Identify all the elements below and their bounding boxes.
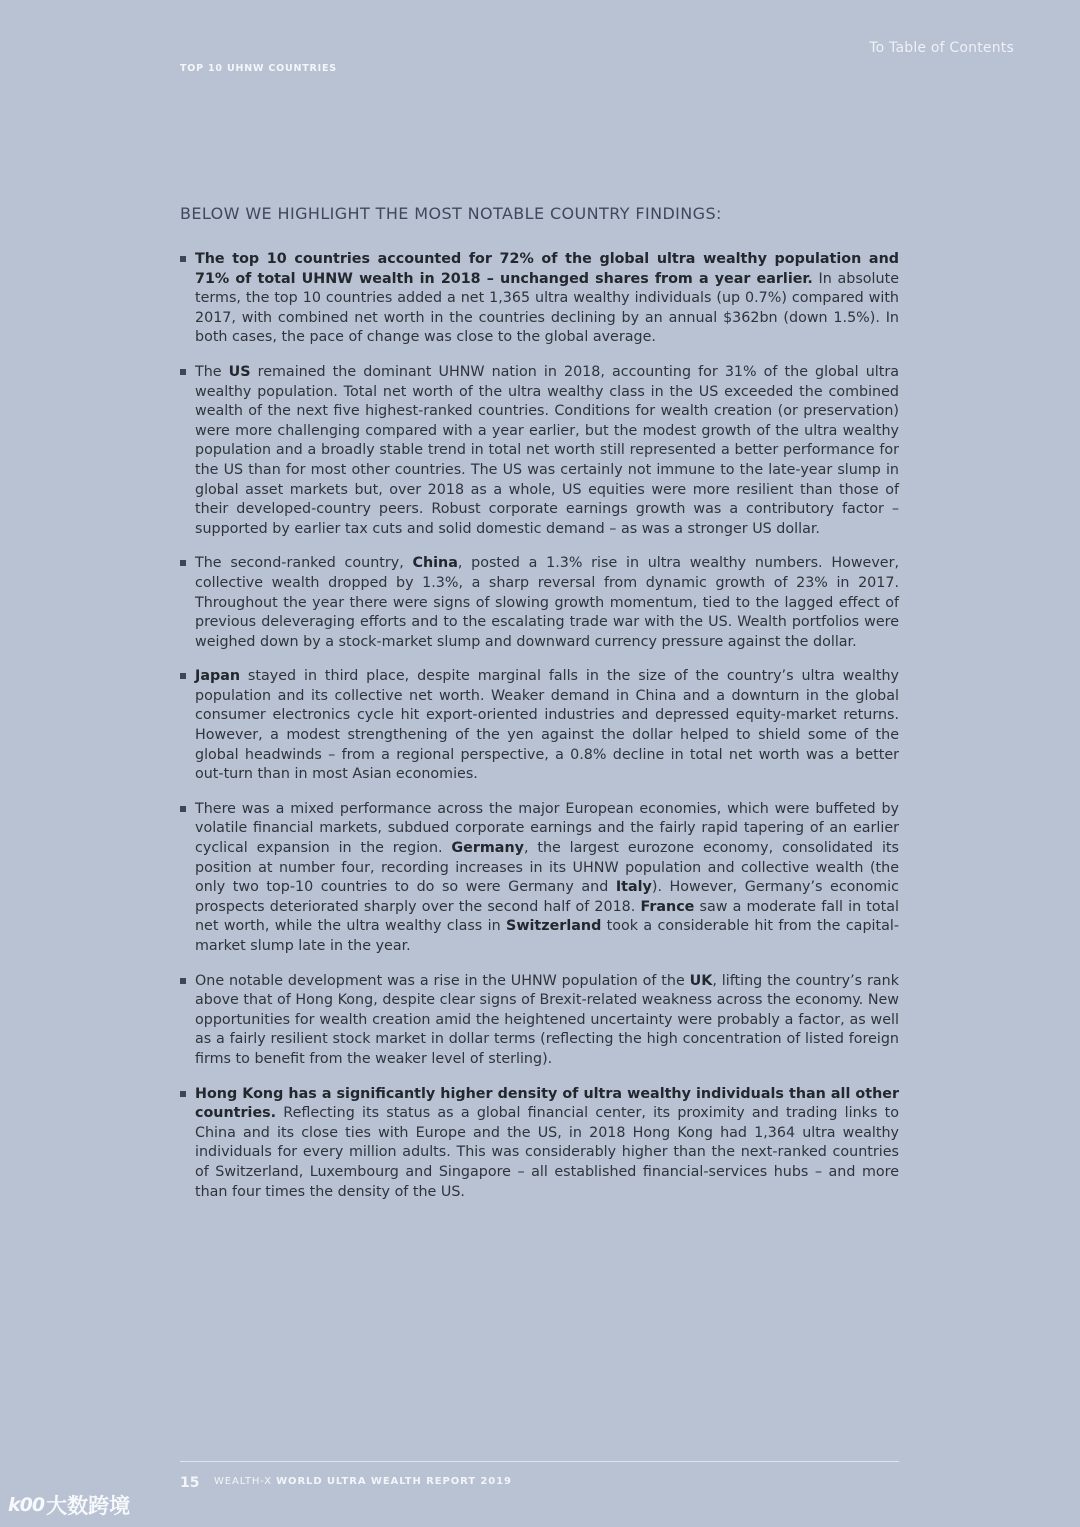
watermark	[8, 1490, 130, 1520]
finding-uk	[180, 972, 899, 1070]
finding-emphasis: Hong Kong has a significantly higher density of ultra wealthy individuals than all other countries.	[195, 1085, 899, 1122]
bullet-icon	[180, 806, 186, 812]
finding-text: The second-ranked country,	[195, 555, 413, 572]
bullet-icon	[180, 978, 186, 984]
watermark-text: 大数跨境	[46, 1494, 131, 1518]
finding-text: took a considerable hit from the capital-market slump late in the year.	[195, 918, 899, 954]
footer-divider	[180, 1461, 899, 1462]
finding-us	[180, 363, 899, 539]
finding-text: remained the dominant UHNW nation in 2018, accounting for 31% of the global ultra wealthy population. Total net worth of the ultra wealthy class in the US exceeded the combined wealth of the next five highest-ranked countries. Conditions for wealth creation (or preservation) were more challenging compared with a year earlier, but the modest growth of the ultra wealthy population and a broadly stable trend in total net worth still represented a better performance for the US than for most other countries. The US was certainly not immune to the late-year slump in global asset markets but, over 2018 as a whole, US equities were more resilient than those of their developed-country peers. Robust corporate earnings growth was a contributory factor – supported by earlier tax cuts and solid domestic demand – as was a stronger US dollar.	[195, 363, 900, 537]
finding-emphasis: The top 10 countries accounted for 72% of the global ultra wealthy population and 71% of total UHNW wealth in 2018 – unchanged shares from a year earlier.	[195, 251, 899, 287]
footer-report-title	[214, 1476, 512, 1487]
finding-emphasis: Germany	[451, 840, 524, 857]
bullet-icon	[180, 369, 186, 375]
finding-text: One notable development was a rise in the UHNW population of the	[195, 972, 690, 989]
findings-list	[180, 250, 899, 1217]
finding-text: Reflecting its status as a global financial center, its proximity and trading links to China and its close ties with Europe and the US, in 2018 Hong Kong had 1,364 ultra wealthy individuals for every million adults. This was considerably higher than the next-ranked countries of Switzerland, Luxembourg and Singapore – all established financial-services hubs – and more than four times the density of the US.	[195, 1105, 899, 1200]
finding-text: stayed in third place, despite marginal falls in the size of the country’s ultra wealthy population and its collective net worth. Weaker demand in China and a downturn in the global consumer electronics cycle hit export-oriented industries and depressed equity-market returns. However, a modest strengthening of the yen against the dollar helped to shield some of the global headwinds – from a regional perspective, a 0.8% decline in total net worth was a better out-turn than in most Asian economies.	[195, 668, 899, 783]
finding-emphasis: US	[228, 363, 251, 380]
finding-emphasis: China	[412, 555, 458, 572]
footer-brand-prefix: WEALTH-X	[214, 1476, 273, 1487]
watermark-logo-icon: k00	[8, 1494, 45, 1516]
finding-emphasis: Japan	[195, 668, 241, 685]
finding-emphasis: Switzerland	[506, 918, 602, 935]
finding-text: saw a moderate fall in total net worth, while the ultra wealthy class in	[195, 898, 899, 935]
finding-text: In absolute terms, the top 10 countries added a net 1,365 ultra wealthy individuals (up 0.7%) compared with 2017, with combined net worth in the countries declining by an annual $362bn (down 1.5%). In both cases, the pace of change was close to the global average.	[195, 270, 899, 346]
findings-heading: BELOW WE HIGHLIGHT THE MOST NOTABLE COUNTRY FINDINGS:	[180, 204, 722, 223]
finding-china	[180, 554, 899, 652]
finding-japan	[180, 667, 899, 785]
bullet-icon	[180, 1091, 186, 1097]
finding-top10	[180, 250, 899, 348]
finding-text: , the largest eurozone economy, consolidated its position at number four, recording increases in its UHNW population and collective wealth (the only two top-10 countries to do so were Germany and	[195, 840, 899, 896]
footer-report-name: WORLD ULTRA WEALTH REPORT 2019	[276, 1476, 512, 1487]
page-number: 15	[180, 1475, 200, 1491]
section-label: TOP 10 UHNW COUNTRIES	[180, 63, 337, 74]
finding-text: , lifting the country’s rank above that of Hong Kong, despite clear signs of Brexit-related weakness across the economy. New opportunities for wealth creation amid the heightened uncertainty were probably a factor, as well as a fairly resilient stock market in dollar terms (reflecting the high concentration of listed foreign firms to benefit from the weaker level of sterling).	[195, 972, 899, 1067]
bullet-icon	[180, 673, 186, 679]
bullet-icon	[180, 256, 186, 262]
table-of-contents-link[interactable]: To Table of Contents	[869, 40, 1014, 56]
finding-emphasis: UK	[689, 972, 713, 989]
bullet-icon	[180, 560, 186, 566]
finding-text: There was a mixed performance across the major European economies, which were buffeted by volatile financial markets, subdued corporate earnings and the fairly rapid tapering of an earlier cyclical expansion in the region.	[195, 800, 899, 857]
finding-text: , posted a 1.3% rise in ultra wealthy numbers. However, collective wealth dropped by 1.3%, a sharp reversal from dynamic growth of 23% in 2017. Throughout the year there were signs of slowing growth momentum, tied to the lagged effect of previous deleveraging efforts and to the escalating trade war with the US. Wealth portfolios were weighed down by a stock-market slump and downward currency pressure against the dollar.	[195, 555, 899, 650]
finding-emphasis: France	[640, 898, 695, 915]
finding-hong-kong	[180, 1085, 899, 1203]
finding-text: ). However, Germany’s economic prospects deteriorated sharply over the second half of 2018.	[195, 879, 899, 915]
finding-europe	[180, 800, 899, 957]
finding-text: The	[195, 363, 229, 380]
finding-emphasis: Italy	[615, 879, 652, 896]
